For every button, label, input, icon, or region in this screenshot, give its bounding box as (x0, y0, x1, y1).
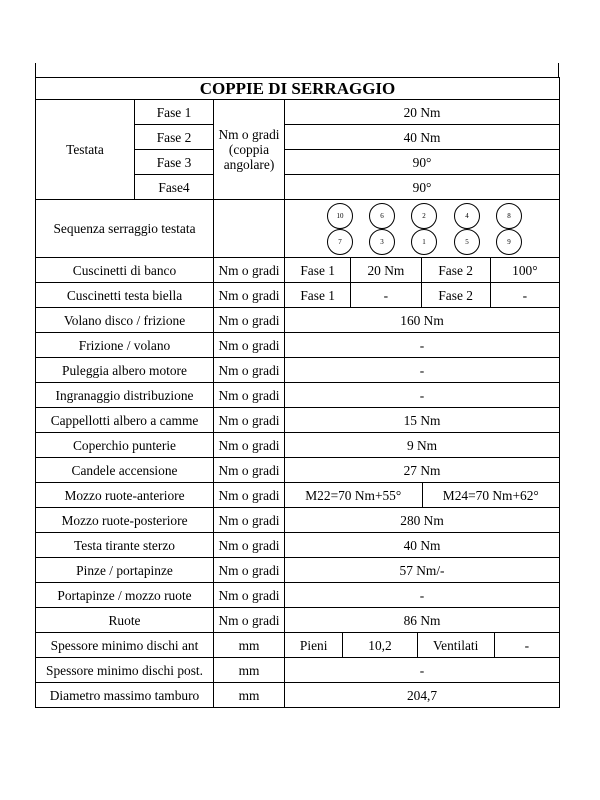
row-value: 9 Nm (285, 433, 560, 458)
table-row (36, 458, 560, 483)
row-unit: Nm o gradi (214, 283, 285, 308)
row-label: Spessore minimo dischi ant (36, 633, 214, 658)
row-label: Cuscinetti testa biella (36, 283, 214, 308)
row-unit: Nm o gradi (214, 583, 285, 608)
table-row (36, 358, 560, 383)
table-row (36, 533, 560, 558)
table-row (36, 383, 560, 408)
row-values (285, 483, 560, 508)
testata-phase-label: Fase 1 (135, 100, 214, 125)
table-top-border (35, 63, 559, 77)
row-value: 160 Nm (285, 308, 560, 333)
bolt-circle: 2 (411, 203, 437, 229)
sequence-row (36, 200, 560, 258)
row-value: - (285, 583, 560, 608)
testata-label: Testata (36, 100, 135, 200)
table-title: COPPIE DI SERRAGGIO (36, 78, 560, 100)
testata-phase-value: 90° (285, 150, 560, 175)
table-row (36, 433, 560, 458)
bolt-circle: 3 (369, 229, 395, 255)
row-value: 86 Nm (285, 608, 560, 633)
row-value: 280 Nm (285, 508, 560, 533)
row-value: 15 Nm (285, 408, 560, 433)
row-values (285, 633, 560, 658)
phase-value: - (490, 283, 559, 307)
row-label: Cuscinetti di banco (36, 258, 214, 283)
row-unit: Nm o gradi (214, 333, 285, 358)
row-unit: Nm o gradi (214, 408, 285, 433)
sequence-label: Sequenza serraggio testata (36, 200, 214, 258)
phase-label: Fase 2 (421, 258, 490, 282)
testata-phase-label: Fase 3 (135, 150, 214, 175)
table-row (36, 558, 560, 583)
front-hub-row (36, 483, 560, 508)
row-value: 57 Nm/- (285, 558, 560, 583)
table-row (36, 658, 560, 683)
phase-label: Fase 2 (421, 283, 490, 307)
bolt-circle: 9 (496, 229, 522, 255)
table-row (36, 608, 560, 633)
row-value: - (285, 383, 560, 408)
row-label: Ingranaggio distribuzione (36, 383, 214, 408)
testata-phase-label: Fase 2 (135, 125, 214, 150)
row-unit: Nm o gradi (214, 433, 285, 458)
testata-row (36, 100, 560, 125)
testata-phase-value: 90° (285, 175, 560, 200)
sequence-unit (214, 200, 285, 258)
hub-m24-value: M24=70 Nm+62° (422, 483, 560, 507)
bolt-circle: 10 (327, 203, 353, 229)
row-label: Coperchio punterie (36, 433, 214, 458)
row-unit: Nm o gradi (214, 483, 285, 508)
phase-value: 20 Nm (350, 258, 420, 282)
row-unit: Nm o gradi (214, 558, 285, 583)
table-row (36, 408, 560, 433)
row-label: Portapinze / mozzo ruote (36, 583, 214, 608)
table-row (36, 333, 560, 358)
row-value: - (285, 333, 560, 358)
title-row (36, 78, 560, 100)
table-row (36, 308, 560, 333)
row-label: Diametro massimo tamburo (36, 683, 214, 708)
row-label: Pinze / portapinze (36, 558, 214, 583)
row-unit: Nm o gradi (214, 508, 285, 533)
bolt-circle: 8 (496, 203, 522, 229)
main-bearings-row (36, 258, 560, 283)
row-unit: Nm o gradi (214, 258, 285, 283)
torque-table (35, 77, 559, 708)
disc-type-label: Ventilati (417, 633, 494, 657)
row-label: Puleggia albero motore (36, 358, 214, 383)
row-label: Candele accensione (36, 458, 214, 483)
phase-value: - (350, 283, 420, 307)
row-unit: mm (214, 658, 285, 683)
table-row (36, 508, 560, 533)
sequence-diagram (285, 200, 560, 258)
row-unit: Nm o gradi (214, 458, 285, 483)
row-label: Ruote (36, 608, 214, 633)
row-label: Spessore minimo dischi post. (36, 658, 214, 683)
bolt-circle: 6 (369, 203, 395, 229)
row-label: Cappellotti albero a camme (36, 408, 214, 433)
disc-value: 10,2 (342, 633, 416, 657)
rod-bearings-row (36, 283, 560, 308)
table-row (36, 683, 560, 708)
testata-phase-value: 40 Nm (285, 125, 560, 150)
row-value: - (285, 658, 560, 683)
row-label: Mozzo ruote-anteriore (36, 483, 214, 508)
row-unit: mm (214, 683, 285, 708)
row-value: 40 Nm (285, 533, 560, 558)
testata-unit: Nm o gradi (coppia angolare) (214, 100, 285, 200)
hub-m22-value: M22=70 Nm+55° (305, 487, 402, 503)
phase-value: 100° (490, 258, 559, 282)
row-label: Frizione / volano (36, 333, 214, 358)
row-unit: Nm o gradi (214, 383, 285, 408)
testata-phase-label: Fase4 (135, 175, 214, 200)
row-unit: Nm o gradi (214, 608, 285, 633)
testata-phase-value: 20 Nm (285, 100, 560, 125)
front-disc-row (36, 633, 560, 658)
row-unit: Nm o gradi (214, 308, 285, 333)
row-value: - (285, 358, 560, 383)
bolt-circle: 1 (411, 229, 437, 255)
bolt-circle: 7 (327, 229, 353, 255)
row-unit: mm (214, 633, 285, 658)
disc-value: - (494, 633, 559, 657)
row-label: Testa tirante sterzo (36, 533, 214, 558)
row-label: Mozzo ruote-posteriore (36, 508, 214, 533)
disc-type-label: Pieni (299, 637, 328, 653)
row-values (285, 258, 560, 283)
row-unit: Nm o gradi (214, 533, 285, 558)
row-value: 27 Nm (285, 458, 560, 483)
phase-label: Fase 1 (300, 287, 335, 303)
row-unit: Nm o gradi (214, 358, 285, 383)
row-value: 204,7 (285, 683, 560, 708)
row-label: Volano disco / frizione (36, 308, 214, 333)
bolt-circle: 4 (454, 203, 480, 229)
row-values (285, 283, 560, 308)
table-row (36, 583, 560, 608)
phase-label: Fase 1 (300, 262, 335, 278)
bolt-circle: 5 (454, 229, 480, 255)
